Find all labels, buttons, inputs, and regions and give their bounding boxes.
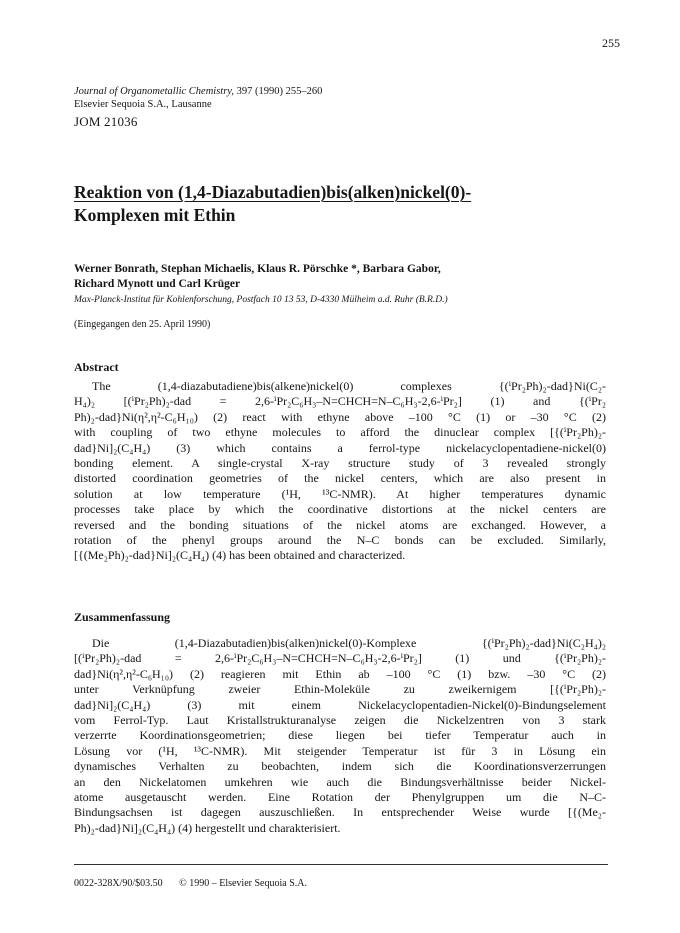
abstract-line: The (1,4-diazabutadiene)bis(alkene)nickel(0) complexes {(ⁱPr₂Ph)₂-dad}Ni(C₂- — [92, 379, 606, 393]
abstract-line: processes take place by which the coordinative distortions at the nickel centers are — [74, 502, 606, 517]
authors-line-1: Werner Bonrath, Stephan Michaelis, Klaus R. Pörschke *, Barbara Gabor, — [74, 263, 441, 275]
zusammenfassung-line: dynamisches Verhalten zu beobachten, indem sich die Koordinationsverzerrungen — [74, 759, 606, 774]
issn-code: 0022-328X/90/$03.50 — [74, 878, 163, 889]
title-line-2: Komplexen mit Ethin — [74, 205, 236, 225]
zusammenfassung-heading: Zusammenfassung — [74, 610, 171, 624]
abstract-body — [74, 379, 606, 564]
copyright-notice: © 1990 – Elsevier Sequoia S.A. — [179, 878, 307, 889]
abstract-line: rotation of the phenyl groups around the N–C bonds can be excluded. Similarly, — [74, 533, 606, 548]
affiliation: Max-Planck-Institut für Kohlenforschung, Postfach 10 13 53, D-4330 Mülheim a.d. Ruhr (B.R.D.) — [74, 295, 448, 305]
abstract-line: dad}Ni]₂(C₄H₄) (3) which contains a ferrol-type nickelacyclopentadiene-nickel(0) — [74, 440, 606, 455]
journal-header — [74, 85, 322, 128]
zusammenfassung-line: [(ⁱPr₂Ph)₂-dad = 2,6-ⁱPr₂C₆H₃–N=CHCH=N–C₆H₃-2,6-ⁱPr₂] (1) und {(ⁱPr₂Ph)₂- — [74, 651, 606, 666]
zusammenfassung-line: Ph)₂-dad}Ni]₂(C₄H₄) (4) hergestellt und charakterisiert. — [74, 820, 341, 835]
zusammenfassung-line: Lösung vor (¹H, ¹³C-NMR). Mit steigender Temperatur ist für 3 in Lösung ein — [74, 743, 606, 758]
received-date: (Eingegangen den 25. April 1990) — [74, 319, 211, 330]
zusammenfassung-line: an den Nickelatomen umkehren wie auch die Bindungsverhältnisse beider Nickel- — [74, 774, 606, 789]
zusammenfassung-body — [74, 636, 606, 836]
journal-name: Journal of Organometallic Chemistry, — [74, 86, 235, 97]
abstract-line: [{(Me₂Ph)₂-dad}Ni]₂(C₄H₄) (4) has been obtained and characterized. — [74, 548, 406, 563]
jom-code: JOM 21036 — [74, 114, 138, 129]
journal-volume-pages: 397 (1990) 255–260 — [234, 86, 323, 97]
authors-line-2: Richard Mynott und Carl Krüger — [74, 278, 241, 290]
zusammenfassung-line: Bindungsachsen ist dagegen auszuschließen. In entsprechender Weise wurde [{(Me₂- — [74, 805, 606, 820]
abstract-line: H₄)₂ [(ⁱPr₂Ph)₂-dad = 2,6-ⁱPr₂C₆H₃–N=CHCH=N–C₆H₃-2,6-ⁱPr₂] (1) and {(ⁱPr₂ — [74, 394, 606, 409]
footer-divider — [74, 864, 608, 865]
abstract-line: bonding element. A single-crystal X-ray structure study of 3 revealed strongly — [74, 456, 606, 471]
abstract-heading: Abstract — [74, 360, 119, 374]
publisher: Elsevier Sequoia S.A., Lausanne — [74, 99, 212, 110]
title-line-1: Reaktion von (1,4-Diazabutadien)bis(alken)nickel(0)- — [74, 182, 472, 202]
author-list — [74, 262, 614, 292]
zusammenfassung-line: atome ausgetauscht werden. Eine Rotation der Phenylgruppen um die N–C- — [74, 790, 606, 805]
footer — [74, 878, 321, 889]
zusammenfassung-line: dad}Ni(η²,η²-C₆H₁₀) (2) reagieren mit Ethin ab –100 °C (1) bzw. –30 °C (2) — [74, 666, 606, 681]
zusammenfassung-line: vom Ferrol-Typ. Laut Kristallstrukturanalyse zeigen die Nickelzentren von 3 stark — [74, 713, 606, 728]
zusammenfassung-line: dad}Ni]₂(C₄H₄) (3) mit einem Nickelacyclopentadien-Nickel(0)-Bindungselement — [74, 697, 606, 712]
abstract-line: with coupling of two ethyne molecules to afford the dinuclear complex [{(ⁱPr₂Ph)₂- — [74, 425, 606, 440]
abstract-line: distorted coordination geometries of the nickel centers, which are also present in — [74, 471, 606, 486]
abstract-line: solution at low temperature (¹H, ¹³C-NMR). At higher temperatures dynamic — [74, 486, 606, 501]
abstract-line: Ph)₂-dad}Ni(η²,η²-C₆H₁₀) (2) react with ethyne above –100 °C (1) or –30 °C (2) — [74, 409, 606, 424]
zusammenfassung-line: Die (1,4-Diazabutadien)bis(alken)nickel(0)-Komplexe {(ⁱPr₂Ph)₂-dad}Ni(C₂H₄)₂ — [92, 636, 606, 650]
page-number: 255 — [602, 36, 620, 50]
zusammenfassung-line: unter Verknüpfung zweier Ethin-Moleküle zu zweikernigem [{(ⁱPr₂Ph)₂- — [74, 682, 606, 697]
zusammenfassung-line: verzerrte Koordinationsgeometrien; diese liegen bei tiefer Temperatur auch in — [74, 728, 606, 743]
abstract-line: reversed and the bonding situations of the nickel atoms are exchanged. However, a — [74, 517, 606, 532]
journal-citation — [74, 85, 322, 98]
article-title — [74, 181, 614, 227]
